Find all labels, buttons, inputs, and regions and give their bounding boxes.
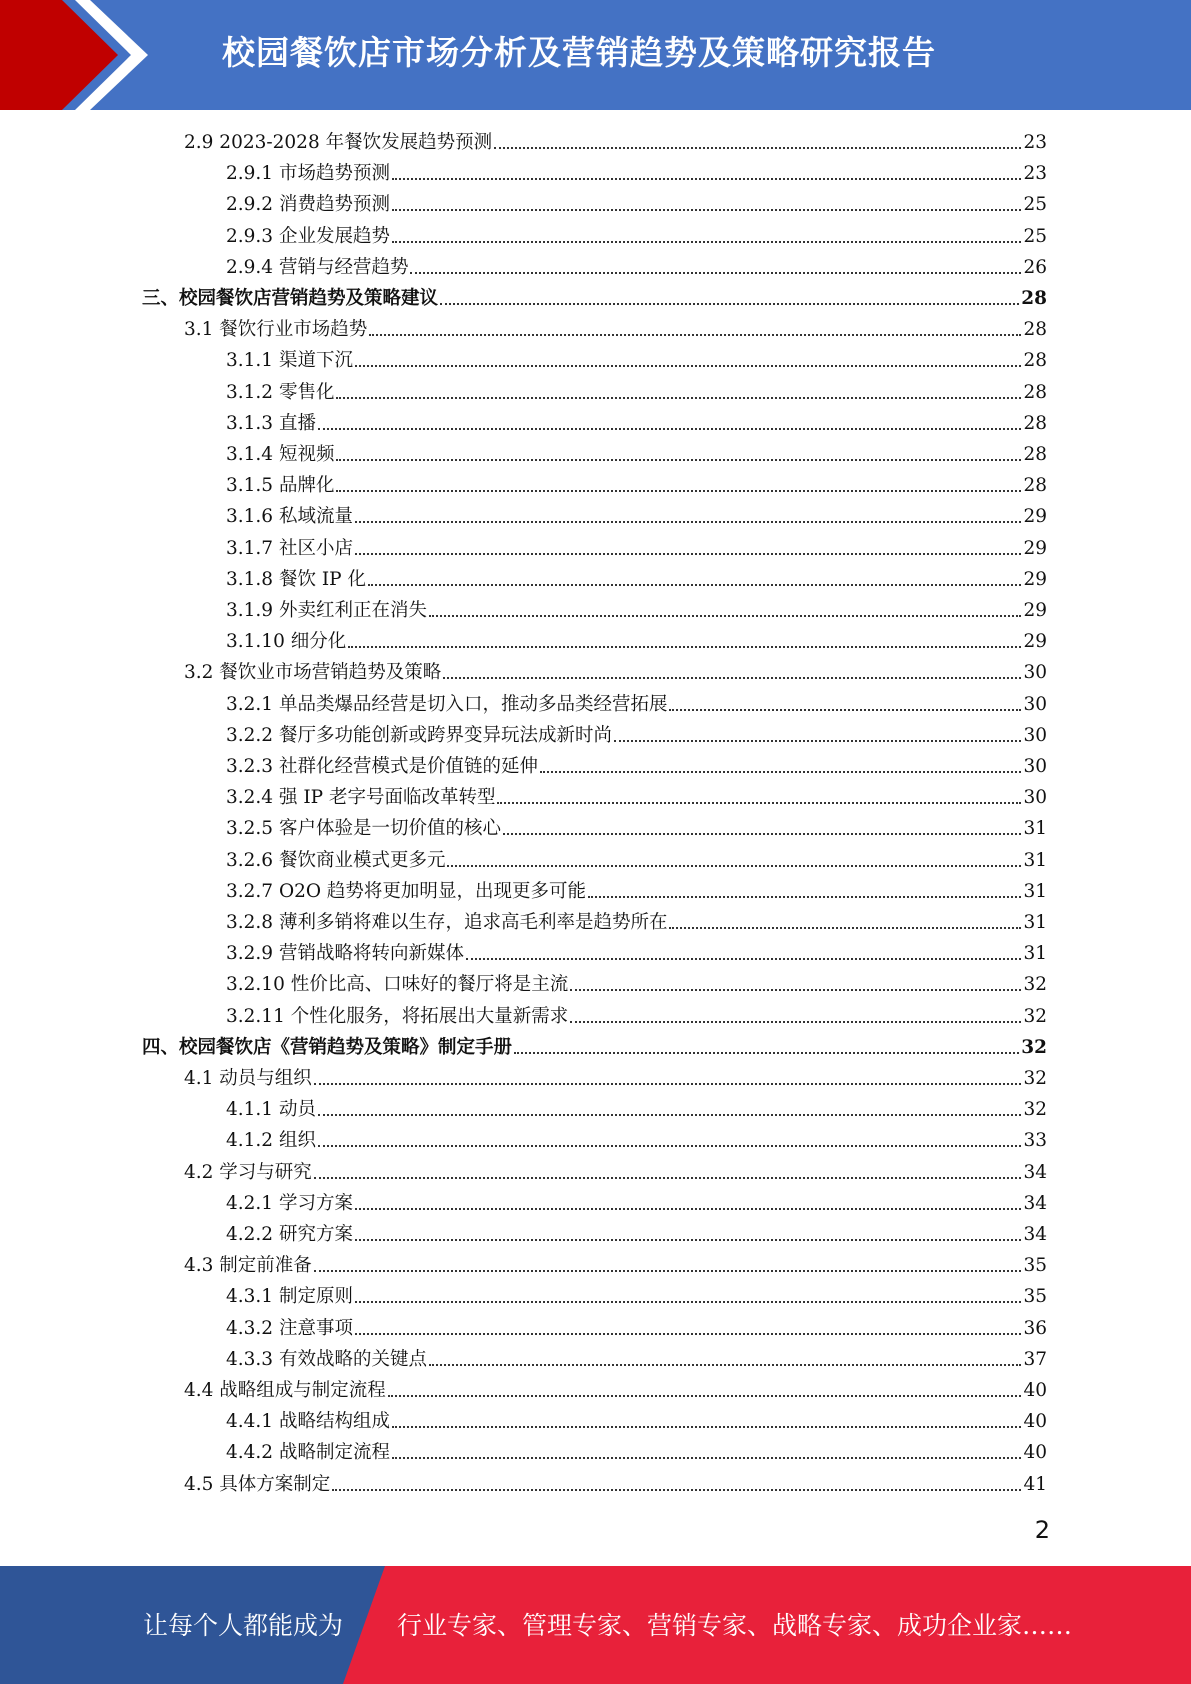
toc-leader-dots — [369, 334, 1021, 336]
toc-entry-label: 4.1.2 组织 — [226, 1130, 316, 1152]
toc-leader-dots — [447, 865, 1021, 867]
toc-entry-label: 3.1 餐饮行业市场趋势 — [184, 319, 368, 341]
toc-entry[interactable] — [226, 189, 1047, 220]
toc-leader-dots — [318, 1145, 1022, 1147]
toc-entry[interactable] — [226, 158, 1047, 189]
toc-leader-dots — [410, 272, 1021, 274]
toc-leader-dots — [355, 365, 1022, 367]
toc-entry-label: 3.2.2 餐厅多功能创新或跨界变异玩法成新时尚 — [226, 724, 612, 746]
toc-entry-label: 4.3.2 注意事项 — [226, 1317, 353, 1339]
toc-leader-dots — [355, 1333, 1022, 1335]
toc-entry-label: 3.1.6 私域流量 — [226, 506, 353, 528]
toc-entry-page: 30 — [1023, 756, 1047, 777]
toc-entry[interactable] — [184, 657, 1047, 688]
toc-entry[interactable] — [226, 1188, 1047, 1219]
toc-leader-dots — [540, 771, 1021, 773]
toc-entry-label: 3.2.3 社群化经营模式是价值链的延伸 — [226, 756, 538, 777]
toc-entry-label: 4.1 动员与组织 — [184, 1068, 312, 1089]
toc-entry-label: 4.2.2 研究方案 — [226, 1224, 353, 1245]
toc-leader-dots — [336, 459, 1021, 461]
toc-entry-label: 3.1.5 品牌化 — [226, 475, 335, 497]
toc-entry-label: 3.1.9 外卖红利正在消失 — [226, 600, 427, 621]
toc-leader-dots — [429, 615, 1021, 617]
toc-leader-dots — [332, 1489, 1021, 1491]
toc-entry[interactable] — [226, 252, 1047, 283]
toc-leader-dots — [497, 802, 1021, 804]
toc-entry[interactable] — [226, 689, 1047, 720]
page-number: 2 — [1034, 1516, 1050, 1544]
toc-entry-label: 2.9.2 消费趋势预测 — [226, 194, 390, 216]
toc-entry-label: 2.9 2023-2028 年餐饮发展趋势预测 — [184, 132, 493, 153]
toc-entry[interactable] — [226, 969, 1047, 1000]
toc-entry-label: 4.5 具体方案制定 — [184, 1473, 331, 1495]
toc-leader-dots — [314, 1177, 1022, 1179]
toc-entry[interactable] — [226, 1313, 1047, 1344]
toc-entry[interactable] — [226, 1281, 1047, 1312]
toc-entry-label: 4.2.1 学习方案 — [226, 1192, 353, 1214]
toc-leader-dots — [318, 1114, 1022, 1116]
toc-entry-page: 32 — [1023, 974, 1047, 996]
toc-leader-dots — [669, 709, 1021, 711]
toc-leader-dots — [392, 209, 1021, 211]
toc-entry-page: 40 — [1023, 1380, 1047, 1401]
toc-entry[interactable] — [184, 314, 1047, 345]
toc-entry[interactable] — [184, 1250, 1047, 1281]
toc-entry[interactable] — [184, 1469, 1047, 1500]
toc-leader-dots — [392, 178, 1021, 180]
toc-leader-dots — [392, 241, 1021, 243]
toc-entry-page: 31 — [1023, 912, 1047, 933]
toc-entry-page: 30 — [1023, 787, 1047, 809]
toc-leader-dots — [614, 740, 1021, 742]
toc-entry-label: 3.2.1 单品类爆品经营是切入口，推动多品类经营拓展 — [226, 693, 668, 715]
toc-leader-dots — [355, 521, 1022, 523]
toc-entry-label: 3.1.10 细分化 — [226, 631, 347, 653]
toc-leader-dots — [355, 553, 1022, 555]
toc-entry-label: 3.2.8 薄利多销将难以生存，追求高毛利率是趋势所在 — [226, 912, 668, 933]
toc-leader-dots — [570, 989, 1021, 991]
toc-entry-page: 32 — [1023, 1099, 1047, 1121]
toc-entry-label: 3.2.11 个性化服务，将拓展出大量新需求 — [226, 1005, 569, 1027]
toc-entry-label: 3.2.7 O2O 趋势将更加明显，出现更多可能 — [226, 880, 586, 902]
toc-entry-label: 三、校园餐饮店营销趋势及策略建议 — [142, 288, 439, 309]
toc-entry-page: 30 — [1023, 724, 1047, 746]
toc-leader-dots — [348, 646, 1021, 648]
toc-leader-dots — [443, 677, 1021, 679]
toc-entry-page: 32 — [1023, 1005, 1047, 1027]
toc-entry-page: 31 — [1023, 943, 1047, 965]
toc-entry-label: 3.2.6 餐饮商业模式更多元 — [226, 849, 446, 871]
toc-entry-label: 4.4 战略组成与制定流程 — [184, 1380, 386, 1401]
toc-entry-page: 31 — [1023, 818, 1047, 840]
toc-entry-page: 40 — [1023, 1411, 1047, 1433]
toc-entry[interactable] — [226, 813, 1047, 844]
toc-leader-dots — [570, 1021, 1021, 1023]
toc-entry-label: 四、校园餐饮店《营销趋势及策略》制定手册 — [142, 1036, 513, 1058]
toc-entry[interactable] — [226, 1344, 1047, 1375]
toc-leader-dots — [388, 1395, 1022, 1397]
toc-entry-label: 4.3.1 制定原则 — [226, 1286, 353, 1308]
toc-entry-page: 37 — [1023, 1348, 1047, 1370]
toc-leader-dots — [355, 1301, 1022, 1303]
toc-entry-label: 4.3.3 有效战略的关键点 — [226, 1348, 427, 1370]
toc-entry-page: 40 — [1023, 1442, 1047, 1464]
toc-leader-dots — [494, 147, 1021, 149]
toc-leader-dots — [355, 1208, 1022, 1210]
toc-entry-label: 3.1.7 社区小店 — [226, 537, 353, 559]
toc-leader-dots — [392, 1426, 1021, 1428]
header-chevron-decoration — [0, 0, 160, 110]
toc-entry[interactable] — [226, 1437, 1047, 1468]
toc-entry-label: 3.1.3 直播 — [226, 412, 316, 434]
toc-leader-dots — [588, 896, 1022, 898]
toc-entry[interactable] — [226, 221, 1047, 252]
toc-leader-dots — [314, 1083, 1022, 1085]
toc-entry-page: 25 — [1023, 225, 1047, 247]
toc-entry-label: 2.9.4 营销与经营趋势 — [226, 256, 409, 278]
toc-entry-page: 29 — [1023, 537, 1047, 559]
page-header — [0, 0, 1191, 110]
toc-entry[interactable] — [226, 720, 1047, 751]
toc-leader-dots — [368, 584, 1021, 586]
toc-entry-page: 29 — [1023, 506, 1047, 528]
toc-leader-dots — [503, 833, 1021, 835]
page-footer — [0, 1566, 1191, 1684]
toc-entry-label: 3.1.8 餐饮 IP 化 — [226, 568, 366, 590]
toc-entry-page: 29 — [1023, 568, 1047, 590]
toc-entry-label: 4.3 制定前准备 — [184, 1255, 312, 1277]
toc-entry[interactable] — [226, 533, 1047, 564]
report-title: 校园餐饮店市场分析及营销趋势及策略研究报告 — [222, 33, 936, 72]
toc-entry[interactable] — [226, 1406, 1047, 1437]
toc-entry[interactable] — [226, 439, 1047, 470]
toc-entry[interactable] — [226, 1125, 1047, 1156]
toc-entry-label: 2.9.1 市场趋势预测 — [226, 163, 390, 185]
toc-entry-label: 3.1.4 短视频 — [226, 444, 335, 465]
toc-entry-page: 26 — [1023, 256, 1047, 278]
toc-entry[interactable] — [226, 595, 1047, 626]
toc-leader-dots — [466, 958, 1021, 960]
toc-entry[interactable] — [226, 564, 1047, 595]
toc-leader-dots — [429, 1364, 1021, 1366]
toc-entry[interactable] — [142, 283, 1047, 314]
toc-leader-dots — [355, 1239, 1022, 1241]
toc-entry-label: 4.1.1 动员 — [226, 1099, 316, 1121]
toc-entry-page: 34 — [1023, 1192, 1047, 1214]
toc-leader-dots — [336, 490, 1021, 492]
toc-entry-page: 30 — [1023, 693, 1047, 715]
toc-entry-page: 28 — [1021, 288, 1047, 309]
toc-entry-page: 28 — [1023, 381, 1047, 403]
toc-entry-page: 29 — [1023, 600, 1047, 621]
toc-entry-page: 28 — [1023, 412, 1047, 434]
footer-slogan-left: 让每个人都能成为 — [143, 1611, 344, 1640]
toc-entry-page: 32 — [1021, 1036, 1047, 1058]
toc-entry[interactable] — [226, 626, 1047, 657]
toc-entry-page: 34 — [1023, 1161, 1047, 1183]
toc-entry-page: 28 — [1023, 444, 1047, 465]
toc-entry[interactable] — [184, 1375, 1047, 1406]
toc-entry-page: 31 — [1023, 880, 1047, 902]
toc-entry[interactable] — [226, 377, 1047, 408]
toc-entry-page: 33 — [1023, 1130, 1047, 1152]
toc-entry-page: 32 — [1023, 1068, 1047, 1089]
toc-entry[interactable] — [226, 470, 1047, 501]
toc-entry-label: 4.2 学习与研究 — [184, 1161, 312, 1183]
toc-entry[interactable] — [226, 345, 1047, 376]
toc-entry-page: 35 — [1023, 1286, 1047, 1308]
toc-entry-page: 36 — [1023, 1317, 1047, 1339]
toc-leader-dots — [392, 1457, 1021, 1459]
toc-entry-page: 35 — [1023, 1255, 1047, 1277]
toc-entry-label: 3.2 餐饮业市场营销趋势及策略 — [184, 662, 442, 684]
toc-entry[interactable] — [226, 1219, 1047, 1250]
toc-entry[interactable] — [226, 782, 1047, 813]
toc-leader-dots — [669, 927, 1021, 929]
toc-entry-page: 23 — [1023, 163, 1047, 185]
toc-entry-label: 2.9.3 企业发展趋势 — [226, 225, 390, 247]
toc-entry[interactable] — [226, 845, 1047, 876]
toc-entry-label: 4.4.2 战略制定流程 — [226, 1442, 390, 1464]
toc-entry[interactable] — [142, 1032, 1047, 1063]
toc-leader-dots — [318, 428, 1022, 430]
toc-entry-page: 34 — [1023, 1224, 1047, 1245]
toc-entry[interactable] — [184, 1063, 1047, 1094]
toc-entry-label: 4.4.1 战略结构组成 — [226, 1411, 390, 1433]
toc-entry[interactable] — [226, 1094, 1047, 1125]
toc-leader-dots — [314, 1270, 1022, 1272]
toc-leader-dots — [440, 303, 1019, 305]
toc-entry[interactable] — [184, 1157, 1047, 1188]
toc-entry-page: 30 — [1023, 662, 1047, 684]
toc-leader-dots — [514, 1052, 1019, 1054]
toc-entry[interactable] — [226, 501, 1047, 532]
footer-slogan-right: 行业专家、管理专家、营销专家、战略专家、成功企业家…… — [397, 1611, 1073, 1640]
toc-entry-page: 31 — [1023, 849, 1047, 871]
toc-leader-dots — [336, 397, 1021, 399]
toc-entry-page: 41 — [1023, 1473, 1047, 1495]
toc-entry-label: 3.2.4 强 IP 老字号面临改革转型 — [226, 787, 496, 809]
toc-entry-page: 28 — [1023, 319, 1047, 341]
toc-entry-label: 3.1.1 渠道下沉 — [226, 350, 353, 372]
toc-entry-page: 29 — [1023, 631, 1047, 653]
toc-entry[interactable] — [226, 1001, 1047, 1032]
toc-entry-label: 3.2.5 客户体验是一切价值的核心 — [226, 818, 501, 840]
toc-entry[interactable] — [184, 127, 1047, 158]
toc-entry-page: 25 — [1023, 194, 1047, 216]
toc-entry[interactable] — [226, 907, 1047, 938]
toc-entry[interactable] — [226, 938, 1047, 969]
toc-entry[interactable] — [226, 751, 1047, 782]
toc-entry-label: 3.2.10 性价比高、口味好的餐厅将是主流 — [226, 974, 569, 996]
toc-entry-page: 28 — [1023, 475, 1047, 497]
toc-entry-page: 28 — [1023, 350, 1047, 372]
toc-entry[interactable] — [226, 876, 1047, 907]
toc-entry-page: 23 — [1023, 132, 1047, 153]
toc-entry-label: 3.2.9 营销战略将转向新媒体 — [226, 943, 464, 965]
toc-entry[interactable] — [226, 408, 1047, 439]
toc-entry-label: 3.1.2 零售化 — [226, 381, 335, 403]
